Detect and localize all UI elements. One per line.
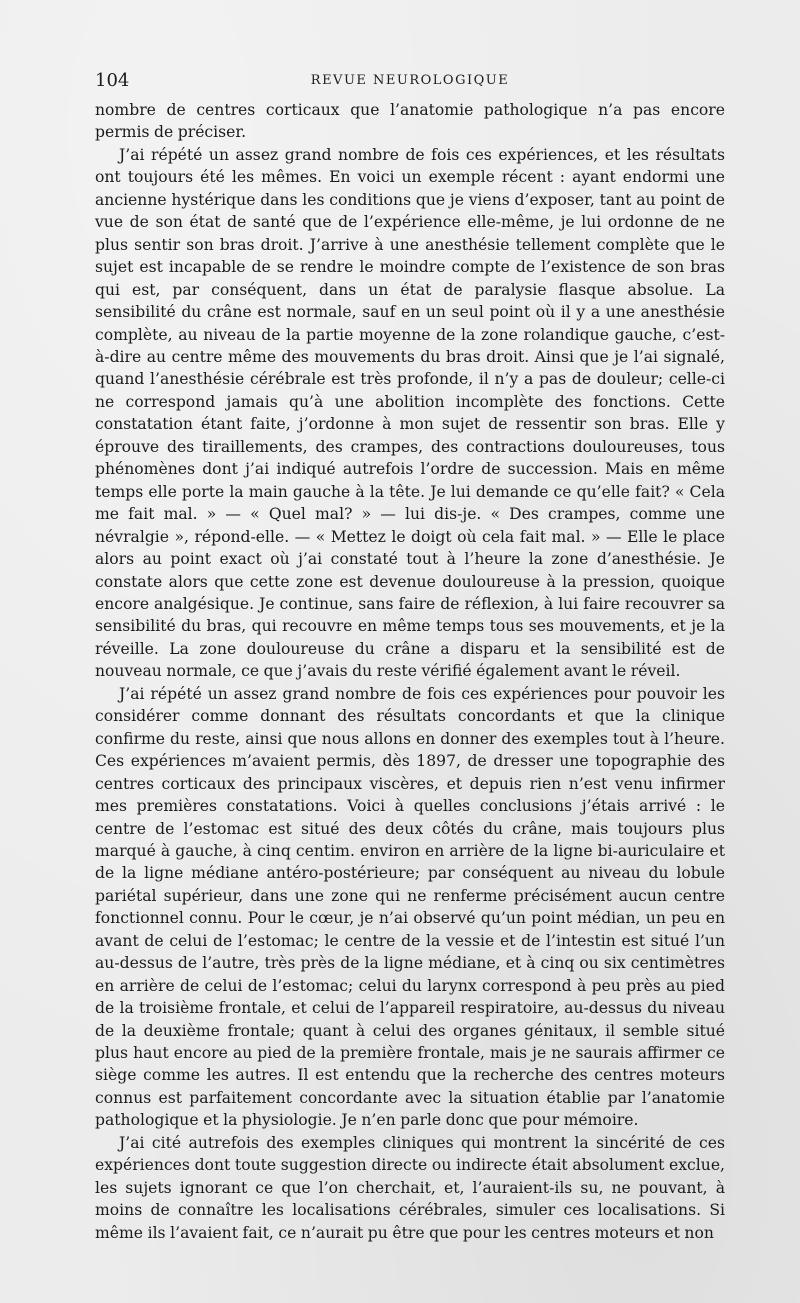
paragraph: J’ai répété un assez grand nombre de fois ces expériences pour pouvoir les considérer comme donnant des résultats concordants et que la clinique confirme du reste, ainsi que nous allons en donner des exemples tout à l’heure. Ces expériences m’avaient permis, dès 1897, de dresser une topographie des centres corticaux des principaux viscères, et depuis rien n’est venu infirmer mes premières constatations. Voici à quelles conclusions j’étais arrivé : le centre de l’estomac est situé des deux côtés du crâne, mais toujours plus marqué à gauche, à cinq centim. environ en arrière de la ligne bi-auriculaire et de la ligne médiane antéro-postérieure; par conséquent au niveau du lobule pariétal supérieur, dans une zone qui ne renferme précisément aucun centre fonctionnel connu. Pour le cœur, je n’ai observé qu’un point médian, un peu en avant de celui de l’estomac; le centre de la vessie et de l’intestin est situé l’un au-dessus de l’autre, très près de la ligne médiane, et à cinq ou six centimètres en arrière de celui de l’estomac; celui du larynx correspond à peu près au pied de la troisième frontale, et celui de l’appareil respiratoire, au-dessus du niveau de la deuxième frontale; quant à celui des organes génitaux, il semble situé plus haut encore au pied de la première frontale, mais je ne saurais affirmer ce siège comme les autres. Il est entendu que la recherche des centres moteurs connus est parfaitement concordante avec la situation établie par l’anatomie pathologique et la physiologie. Je n’en parle donc que pour mémoire. <box>95 684 725 1130</box>
body-text <box>95 99 725 1244</box>
page-number: 104 <box>95 70 130 91</box>
running-head: REVUE NEUROLOGIQUE <box>310 73 510 88</box>
paragraph: J’ai répété un assez grand nombre de fois ces expériences, et les résultats ont toujours été les mêmes. En voici un exemple récent : ayant endormi une ancienne hystérique dans les conditions que je viens d’exposer, tant au point de vue de son état de santé que de l’expérience elle-même, je lui ordonne de ne plus sentir son bras droit. J’arrive à une anesthésie tellement complète que le sujet est incapable de se rendre le moindre compte de l’existence de son bras qui est, par conséquent, dans un état de paralysie flasque absolue. La sensibilité du crâne est normale, sauf en un seul point où il y a une anesthésie complète, au niveau de la partie moyenne de la zone rolandique gauche, c’est-à-dire au centre même des mouvements du bras droit. Ainsi que je l’ai signalé, quand l’anesthésie cérébrale est très profonde, il n’y a pas de douleur; celle-ci ne correspond jamais qu’à une abolition incomplète des fonctions. Cette constatation étant faite, j’ordonne à mon sujet de ressentir son bras. Elle y éprouve des tiraillements, des crampes, des contractions douloureuses, tous phénomènes dont j’ai indiqué autrefois l’ordre de succession. Mais en même temps elle porte la main gauche à la tête. Je lui demande ce qu’elle fait? « Cela me fait mal. » — « Quel mal? » — lui dis-je. « Des crampes, comme une névralgie », répond-elle. — « Mettez le doigt où cela fait mal. » — Elle le place alors au point exact où j’ai constaté tout à l’heure la zone d’anesthésie. Je constate alors que cette zone est devenue douloureuse à la pression, quoique encore analgésique. Je continue, sans faire de réflexion, à lui faire recouvrer sa sensibilité du bras, qui recouvre en même temps tous ses mouvements, et je la réveille. La zone douloureuse du crâne a disparu et la sensibilité est de nouveau normale, ce que j’avais du reste vérifié également avant le réveil. <box>95 145 725 681</box>
page-header <box>95 70 725 96</box>
paragraph-continuation: nombre de centres corticaux que l’anatomie pathologique n’a pas encore permis de préciser. <box>95 101 725 142</box>
paragraph: J’ai cité autrefois des exemples cliniques qui montrent la sincérité de ces expériences dont toute suggestion directe ou indirecte était absolument exclue, les sujets ignorant ce que l’on cherchait, et, l’auraient-ils su, ne pouvant, à moins de connaître les localisations cérébrales, simuler ces localisations. Si même ils l’avaient fait, ce n’aurait pu être que pour les centres moteurs et non <box>95 1133 725 1242</box>
